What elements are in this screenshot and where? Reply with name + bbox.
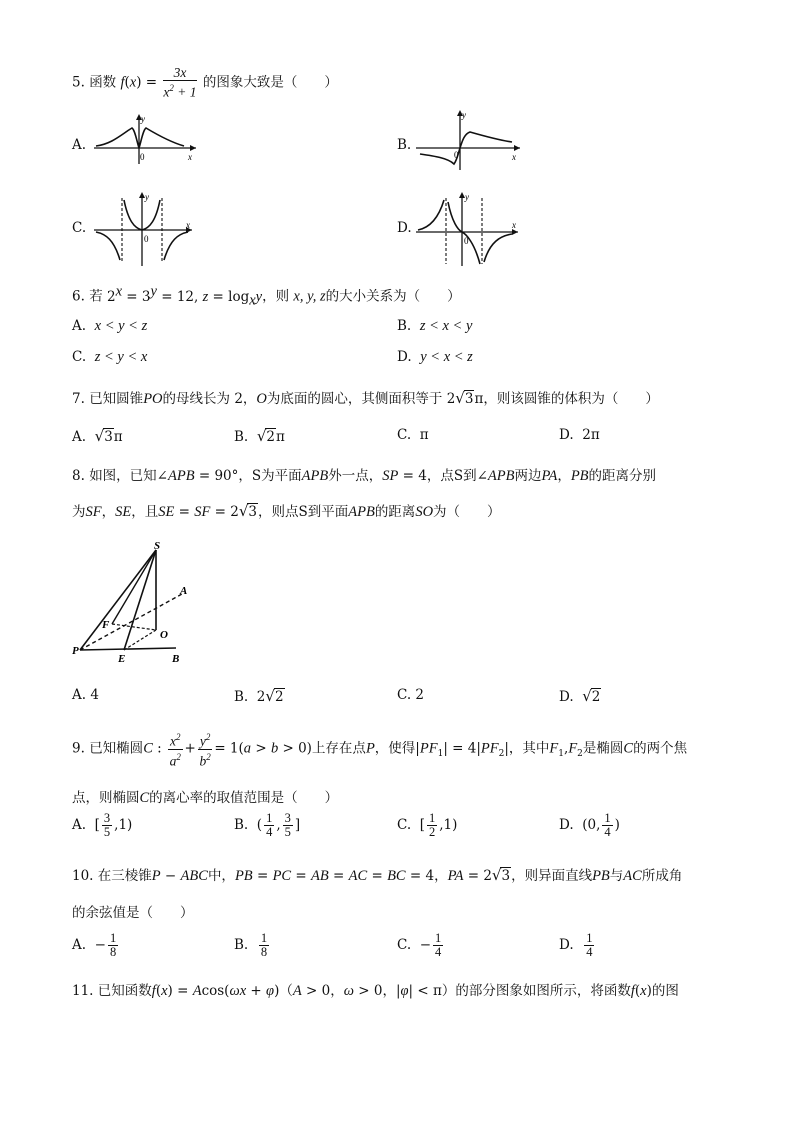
svg-text:P: P	[72, 645, 79, 657]
q6-vars: x, y, z	[293, 288, 326, 305]
q7-option-a[interactable]: A. √3π	[72, 427, 123, 445]
svg-text:y: y	[462, 110, 466, 120]
svg-text:E: E	[118, 653, 126, 665]
q10-option-c[interactable]: C. − $\frac{1}{4}$	[397, 931, 442, 959]
svg-text:y: y	[141, 114, 145, 124]
q7-option-c[interactable]: C. π	[397, 427, 429, 443]
q9-option-a[interactable]: A. [ $\frac{3}{5}$ ,1)	[72, 811, 133, 839]
q11-stem: 11. 已知函数f(x) = Acos(ωx + φ)（A > 0，ω > 0，|φ| < π）的部分图象如图所示，将函数f(x)的图	[72, 983, 679, 999]
q8-figure	[72, 538, 202, 668]
svg-text:O: O	[160, 629, 168, 641]
q9-stem-line1: 9. 已知椭圆C : $\frac{x^2}{a^2}$ + $\frac{y^2}{b^2}$ = 1(a > b > 0)上存在点P，使得$|PF_1| = 4|PF_2|$，其中$F_1,F_2$是椭圆C的两个焦	[72, 732, 688, 768]
q10-option-a[interactable]: A. − $\frac{1}{8}$	[72, 931, 117, 959]
q7-stem: 7. 已知圆锥PO的母线长为 2，O为底面的圆心，其侧面积等于 2√3π，则该圆锥的体积为（ ）	[72, 389, 659, 407]
q7-option-b[interactable]: B. √2π	[234, 427, 285, 445]
q6-option-b[interactable]: B. z < x < y	[397, 318, 473, 334]
svg-text:F: F	[102, 619, 110, 631]
q8-option-c[interactable]: C. 2	[397, 687, 425, 703]
svg-text:x: x	[188, 152, 192, 162]
q9-option-c[interactable]: C. [ $\frac{1}{2}$ ,1)	[397, 811, 458, 839]
svg-text:B: B	[172, 653, 180, 665]
q6-stem: 6. 若 $2^x = 3^y = 12$, $z = \log_xy$，则 x, y, z的大小关系为（ ）	[72, 283, 461, 309]
svg-text:0: 0	[454, 150, 459, 160]
q8-option-d[interactable]: D. √2	[559, 687, 601, 705]
q5-graph-a[interactable]	[92, 112, 202, 167]
svg-text:A: A	[180, 585, 188, 597]
q5-option-c-label[interactable]: C.	[72, 220, 87, 236]
q10-stem-line1: 10. 在三棱锥P − ABC中，PB = PC = AB = AC = BC = 4，PA = 2√3，则异面直线PB与AC所成角	[72, 866, 683, 884]
q10-option-d[interactable]: D. $\frac{1}{4}$	[559, 931, 593, 959]
q5-graph-d[interactable]	[414, 190, 524, 270]
q9-option-b[interactable]: B. ( $\frac{1}{4}$ , $\frac{3}{5}$ ]	[234, 811, 301, 839]
svg-text:x: x	[512, 220, 516, 230]
q5-func: f	[120, 74, 125, 91]
q6-option-c[interactable]: C. z < y < x	[72, 349, 148, 365]
q10-stem-line2: 的余弦值是（ ）	[72, 905, 194, 921]
q6-option-a[interactable]: A. x < y < z	[72, 318, 148, 334]
q5-option-d-label[interactable]: D.	[397, 220, 412, 236]
q5-option-b-label[interactable]: B.	[397, 137, 412, 153]
svg-text:x: x	[512, 152, 516, 162]
svg-text:0: 0	[144, 234, 149, 244]
svg-text:0: 0	[464, 236, 469, 246]
q8-stem-line1: 8. 如图，已知∠APB = 90°，S为平面APB外一点，SP = 4，点S到∠APB两边PA，PB的距离分别	[72, 468, 657, 484]
q5-stem: 5. 函数 f(x) = $\frac{3x}{x^2 + 1}$ 的图象大致是（ ）	[72, 65, 338, 100]
svg-text:y: y	[145, 192, 149, 202]
svg-text:0: 0	[140, 152, 145, 162]
q6-option-d[interactable]: D. y < x < z	[397, 349, 473, 365]
q6-condition: $2^x = 3^y = 12$, $z = \log_xy$	[106, 283, 263, 309]
q8-option-a[interactable]: A. 4	[72, 687, 99, 703]
q5-graph-b[interactable]	[414, 108, 526, 174]
q5-fraction: $\frac{3x}{x^2 + 1}$	[163, 65, 197, 100]
q5-option-a-label[interactable]: A.	[72, 137, 87, 153]
q5-graph-c[interactable]	[92, 190, 198, 270]
q7-option-d[interactable]: D. 2π	[559, 427, 600, 443]
q10-option-b[interactable]: B. $\frac{1}{8}$	[234, 931, 268, 959]
q8-option-b[interactable]: B. 2√2	[234, 687, 284, 705]
svg-text:x: x	[186, 220, 190, 230]
svg-text:y: y	[465, 192, 469, 202]
q9-option-d[interactable]: D. (0, $\frac{1}{4}$ )	[559, 811, 620, 839]
q9-stem-line2: 点，则椭圆C的离心率的取值范围是（ ）	[72, 790, 339, 806]
q8-stem-line2: 为SF，SE，且SE = SF = 2√3，则点S到平面APB的距离SO为（ ）	[72, 502, 501, 520]
svg-text:S: S	[154, 540, 161, 552]
